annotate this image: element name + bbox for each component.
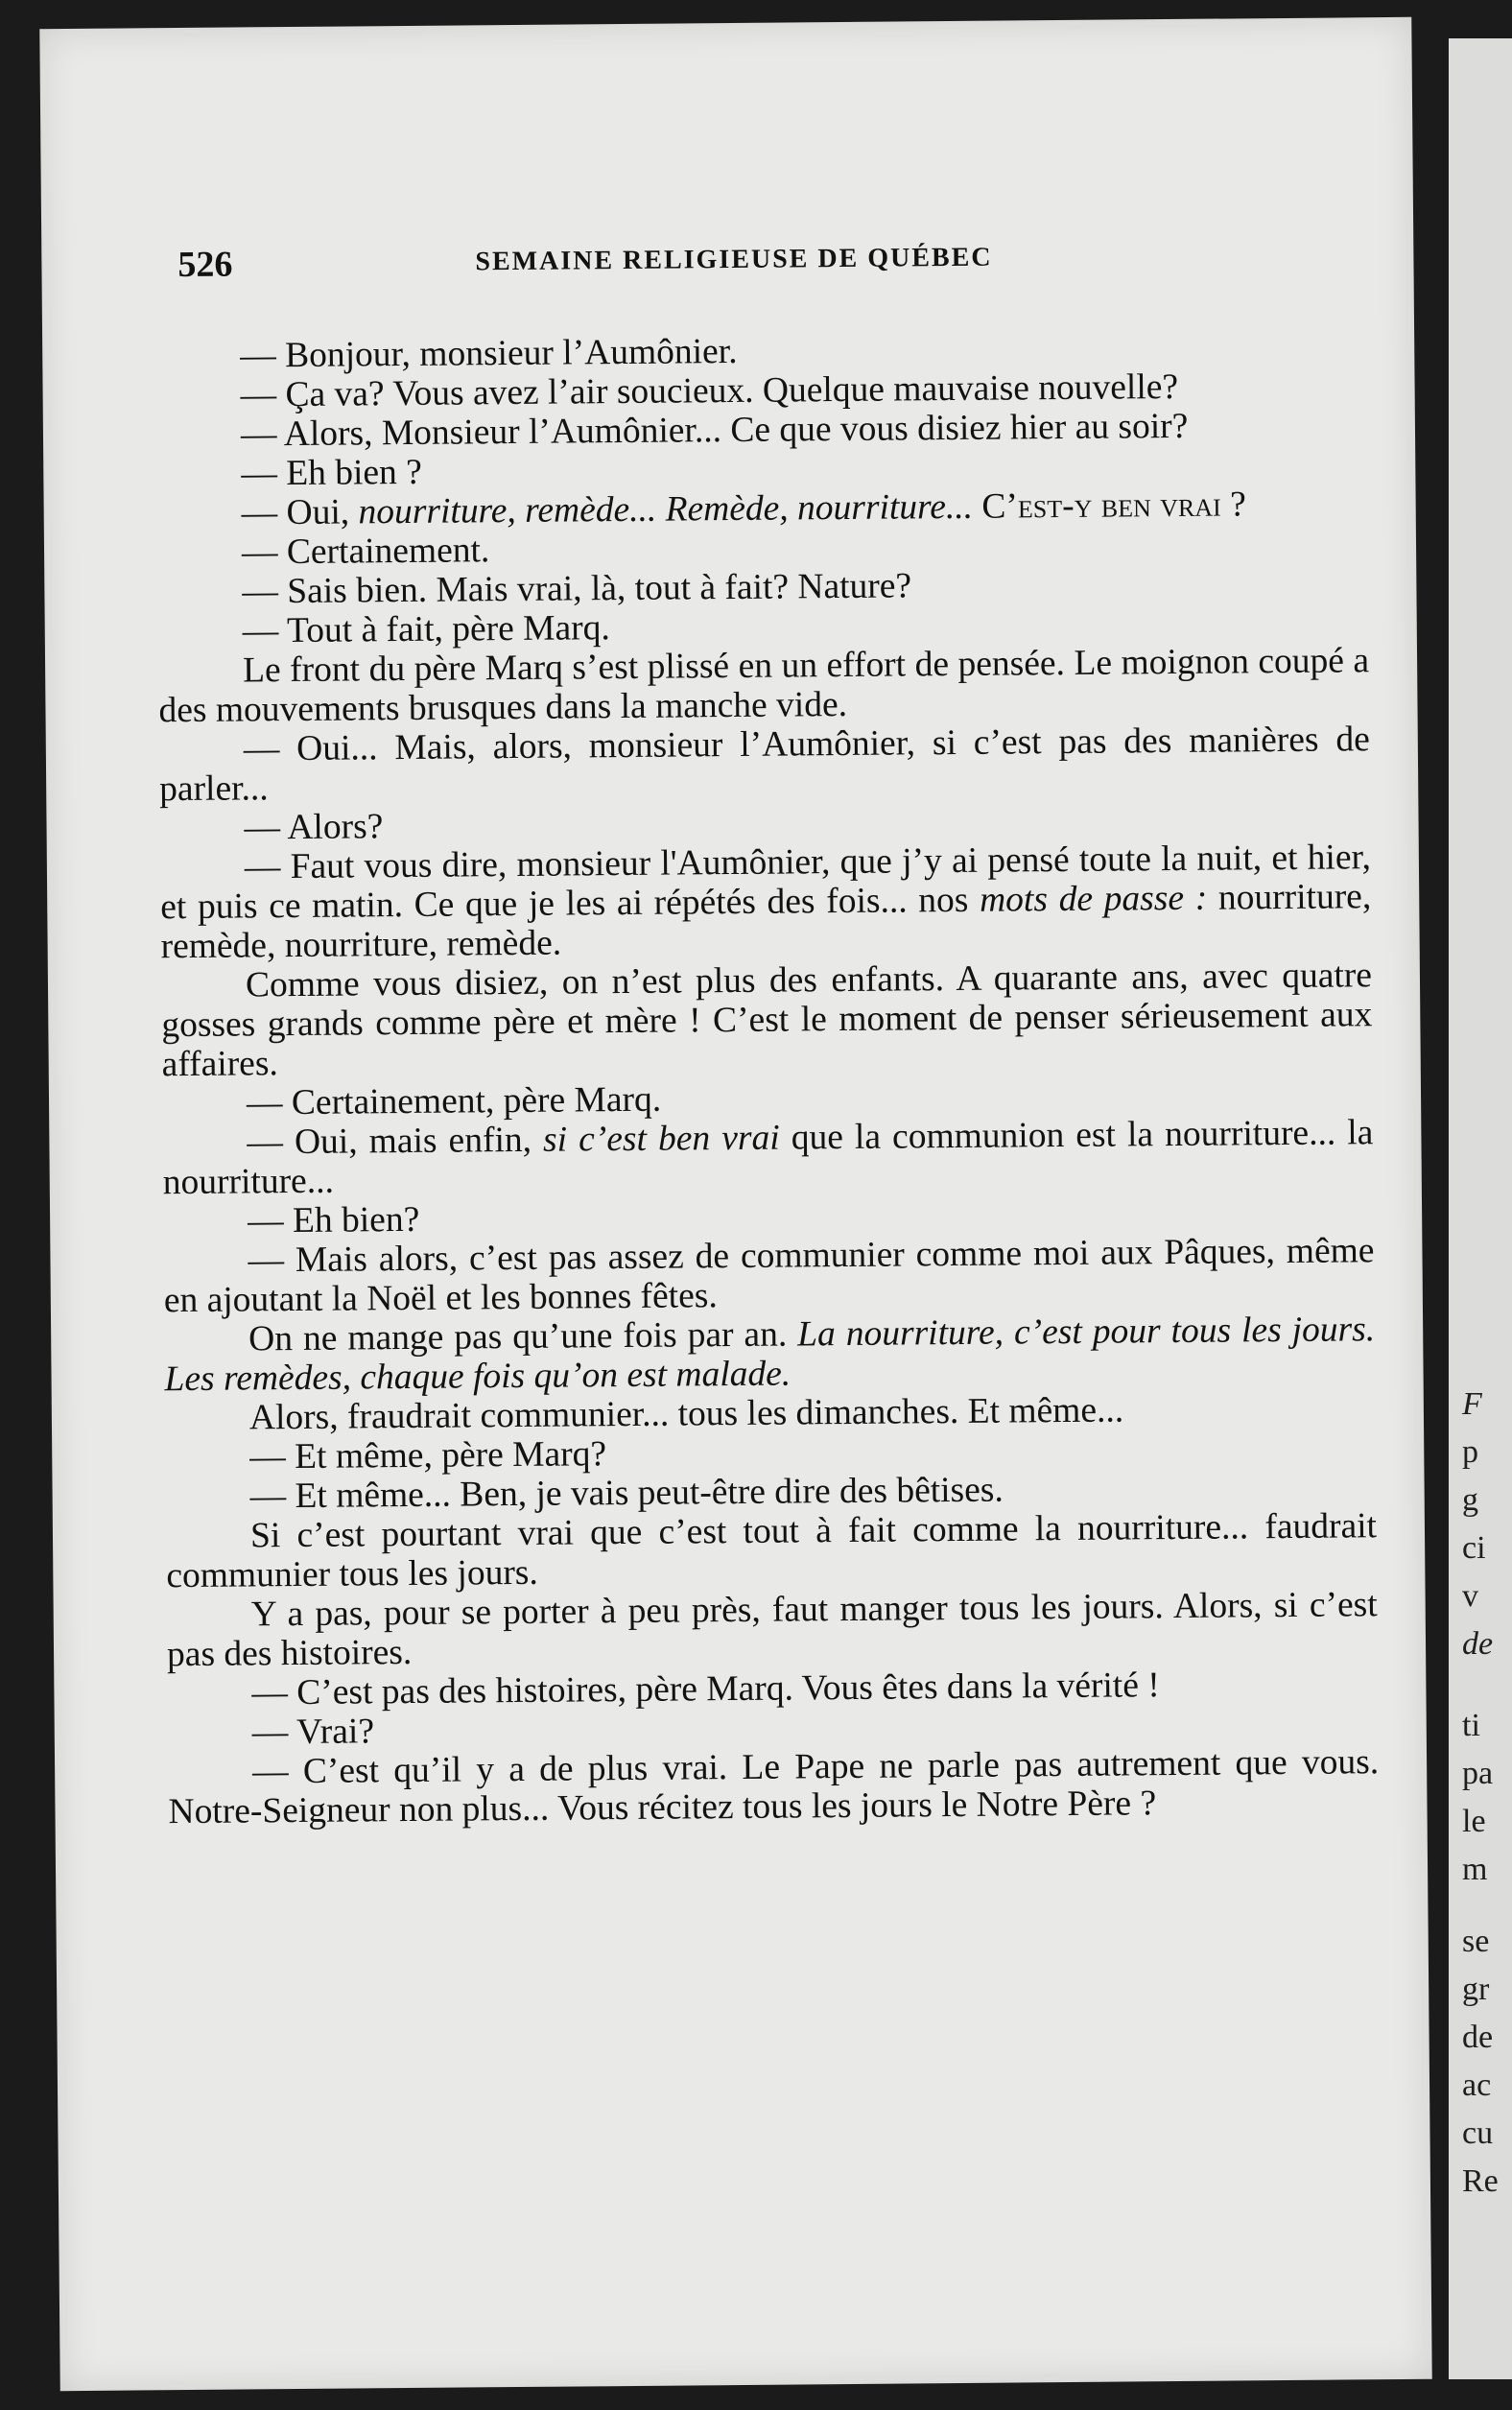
text-run: — Faut vous dire, monsieur l'Aumônier, que j’y ai pensé toute la nuit, et hier, et puis ce matin. Ce que je les ai répétés des fois... nos: [160, 838, 1372, 928]
running-title: SEMAINE RELIGIEUSE DE QUÉBEC: [475, 242, 993, 277]
paragraph: — Certainement, père Marq.: [246, 1079, 662, 1123]
italic-run: Remède, nourriture...: [665, 486, 974, 530]
text-run: On ne mange pas qu’une fois par an.: [248, 1314, 798, 1359]
italic-run: si c’est ben vrai: [542, 1118, 780, 1160]
paragraph: — Oui... Mais, alors, monsieur l’Aumônier, si c’est pas des manières de parler...: [159, 720, 1370, 810]
facing-page-fragment: de: [1462, 1626, 1494, 1662]
text-run: [656, 490, 666, 530]
facing-page-fragment: cu: [1462, 2115, 1494, 2151]
paragraph: — Et même, père Marq?: [249, 1434, 607, 1477]
paragraph: — Alors, Monsieur l’Aumônier... Ce que vous disiez hier au soir?: [240, 406, 1189, 455]
facing-page-fragment: ci: [1462, 1530, 1486, 1566]
italic-run: nourriture, remède...: [358, 489, 657, 532]
facing-page-fragment: F: [1462, 1386, 1482, 1422]
paragraph: — Tout à fait, père Marq.: [242, 608, 610, 651]
text-run: nourriture, remède, nourriture, remède.: [160, 877, 1372, 967]
italic-run: mots de passe :: [979, 878, 1208, 920]
paragraph: [164, 1310, 1376, 1399]
facing-page-fragment: ti: [1462, 1708, 1480, 1743]
paragraph: [162, 1113, 1374, 1202]
text-run: — Oui,: [241, 492, 359, 533]
facing-page-fragment: se: [1462, 1924, 1490, 1959]
paragraph: — Eh bien?: [247, 1199, 420, 1241]
page-header: [177, 233, 1338, 292]
paragraph: — Certainement.: [241, 531, 490, 573]
facing-page-fragment: g: [1462, 1482, 1478, 1518]
paragraph: — Bonjour, monsieur l’Aumônier.: [240, 331, 738, 376]
smallcaps-run: C’est-y ben vrai: [972, 484, 1221, 527]
paragraph: — Eh bien ?: [241, 452, 423, 494]
paragraph: Si c’est pourtant vrai que c’est tout à fait comme la nourriture... faudrait communier tous les jours.: [166, 1506, 1378, 1596]
facing-page-fragment: p: [1462, 1434, 1478, 1470]
facing-page-fragment: Re: [1462, 2163, 1499, 2199]
facing-page-fragment: gr: [1462, 1972, 1490, 2007]
paragraph: Le front du père Marq s’est plissé en un effort de pensée. Le moignon coupé a des mouvements brusques dans la manche vide.: [158, 641, 1370, 731]
paragraph: Alors, fraudrait communier... tous les dimanches. Et même...: [248, 1390, 1124, 1438]
paragraph: — Ça va? Vous avez l’air soucieux. Quelque mauvaise nouvelle?: [240, 366, 1179, 415]
facing-page-fragment: le: [1462, 1804, 1486, 1839]
body-text: [155, 326, 1380, 1831]
facing-page-edge: [1449, 38, 1512, 2379]
paragraph: — Vrai?: [251, 1712, 375, 1753]
paragraph: — Sais bien. Mais vrai, là, tout à fait? Nature?: [242, 566, 912, 612]
paragraph: — C’est qu’il y a de plus vrai. Le Pape ne parle pas autrement que vous. Notre-Seigneur non plus... Vous récitez tous les jours le Notre Père ?: [168, 1742, 1380, 1832]
italic-run: La nourriture, c’est pour tous les jours. Les remèdes, chaque fois qu’on est malade.: [164, 1310, 1376, 1400]
paragraph: — Alors?: [244, 807, 384, 848]
paragraph: Comme vous disiez, on n’est plus des enfants. A quarante ans, avec quatre gosses grands comme père et mère ! C’est le moment de penser sérieusement aux affaires.: [161, 956, 1373, 1085]
text-run: ?: [1220, 484, 1246, 525]
facing-page-fragment: pa: [1462, 1756, 1494, 1791]
facing-page-fragment: v: [1462, 1578, 1478, 1614]
paragraph: Y a pas, pour se porter à peu près, faut manger tous les jours. Alors, si c’est pas des histoires.: [166, 1585, 1378, 1675]
page-number: 526: [177, 244, 233, 286]
paragraph: — Mais alors, c’est pas assez de communier comme moi aux Pâques, même en ajoutant la Noël et les bonnes fêtes.: [163, 1231, 1375, 1321]
book-page: [39, 17, 1431, 2391]
text-run: que la communion est la nourriture... la nourriture...: [162, 1113, 1374, 1203]
paragraph: [160, 838, 1372, 966]
paragraph: — Et même... Ben, je vais peut-être dire des bêtises.: [249, 1470, 1004, 1517]
facing-page-fragment: m: [1462, 1852, 1488, 1887]
facing-page-fragment: ac: [1462, 2067, 1492, 2103]
paragraph: — C’est pas des histoires, père Marq. Vous êtes dans la vérité !: [251, 1666, 1160, 1713]
facing-page-fragment: de: [1462, 2020, 1494, 2055]
text-run: — Oui, mais enfin,: [247, 1120, 544, 1163]
